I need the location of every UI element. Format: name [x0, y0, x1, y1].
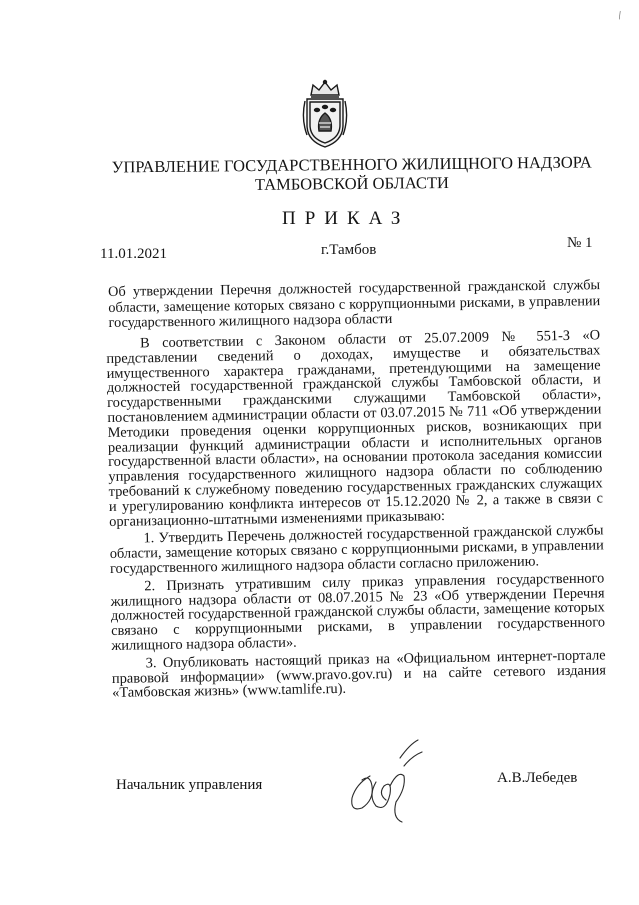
coat-of-arms-icon [299, 79, 351, 149]
corner-mark: \ [615, 7, 625, 23]
document-city: г.Тамбов [321, 242, 377, 258]
organization-header [100, 0, 600, 195]
organization-name-line2: ТАМБОВСКОЙ ОБЛАСТИ [254, 172, 449, 195]
document-body [106, 328, 606, 701]
document-subject: Об утверждении Перечня должностей государственной гражданской службы области, замещение которых связано с коррупционными рисками, в управлении государственного жилищного надзора области [107, 277, 601, 331]
document-date: 11.01.2021 [100, 246, 167, 262]
handwritten-signature [332, 736, 437, 828]
signatory-position: Начальник управления [116, 777, 263, 793]
order-item-2: 2. Признать утратившим силу приказ управления государственного жилищного надзора области от 08.07.2015 № 23 «Об утверждении Перечня должностей государственной гражданской службы области, замещение которых связано с коррупционными рисками, в управлении государственного жилищного надзора области». [110, 570, 606, 654]
document-number: № 1 [567, 235, 593, 251]
organization-name-line1: УПРАВЛЕНИЕ ГОСУДАРСТВЕННОГО ЖИЛИЩНОГО НАДЗОРА [111, 152, 592, 177]
order-item-3: 3. Опубликовать настоящий приказ на «Официальном интернет-портале правовой информации» (www.pravo.gov.ru) и на сайте сетевого издания «Тамбовская жизнь» (www.tamlife.ru). [111, 647, 607, 702]
order-item-1: 1. Утвердить Перечень должностей государственной гражданской службы области, замещение которых связано с коррупционными рисками, в управлении государственного жилищного надзора области согласно приложению. [109, 522, 604, 577]
signatory-name: А.В.Лебедев [497, 770, 578, 786]
preamble-paragraph: В соответствии с Законом области от 25.07.2009 № 551-З «О представлении сведений о доходах, имуществе и обязательствах имущественного характера гражданами, претендующими на замещение должностей государственной гражданской службы Тамбовской области, и государственными гражданскими служащими Тамбовской области», постановлением администрации области от 03.07.2015 № 711 «Об утверждении Методики проведения оценки коррупционных рисков, возникающих при реализации функций администрации области и исполнительных органов государственной власти области», на основании протокола заседания комиссии управления государственного жилищного надзора области по соблюдению требований к служебному поведению государственных гражданских служащих и урегулированию конфликта интересов от 15.12.2020 № 2, а также в связи с организационно-штатными изменениями приказываю: [106, 327, 604, 530]
document-type: ПРИКАЗ [282, 208, 410, 229]
